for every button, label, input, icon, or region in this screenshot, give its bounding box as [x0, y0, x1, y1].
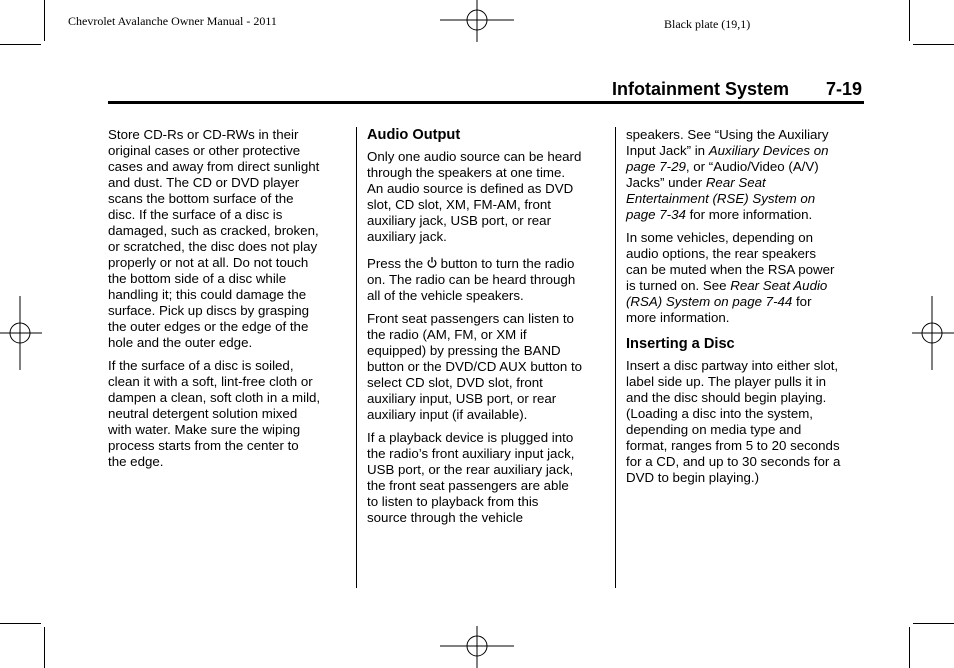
registration-mark-icon: [440, 0, 514, 42]
column-divider: [356, 127, 357, 588]
paragraph: If the surface of a disc is soiled, clean it with a soft, lint-free cloth or dampen a clean, soft cloth in a mild, neutral detergent solution mixed with water. Make sure the wiping process starts from the center to the edge.: [108, 358, 321, 469]
crop-mark: [0, 44, 41, 45]
plate-label: Black plate (19,1): [664, 17, 751, 31]
page-number: 7-19: [826, 79, 863, 99]
crop-mark: [909, 0, 910, 41]
registration-mark-icon: [0, 296, 42, 370]
heading-audio-output: Audio Output: [367, 127, 461, 143]
cross-reference: Auxiliary Devices on: [708, 143, 829, 158]
registration-mark-icon: [912, 296, 954, 370]
paragraph: Press the button to turn the radio on. The radio can be heard through all of the vehicle speakers.: [367, 256, 576, 303]
section-title: Infotainment System: [612, 79, 790, 99]
cross-reference: Rear Seat Audio: [730, 278, 828, 293]
column-2: [367, 127, 603, 533]
crop-mark: [44, 0, 45, 41]
paragraph: In some vehicles, depending on audio options, the rear speakers can be muted when the RSA power is turned on. See Rear Seat Audio (RSA) System on page 7-44 for more information.: [626, 230, 835, 325]
crop-mark: [909, 627, 910, 668]
paragraph: If a playback device is plugged into the radio’s front auxiliary input jack, USB port, or the rear auxiliary jack, the front seat passengers are able to listen to playback from this source through the vehicle: [367, 430, 575, 525]
column-3: [626, 127, 862, 493]
heading-inserting-a-disc: Inserting a Disc: [626, 336, 735, 352]
crop-mark: [913, 44, 954, 45]
cross-reference: Entertainment (RSE) System on: [626, 191, 816, 206]
column-divider: [615, 127, 616, 588]
cross-reference: page 7-29: [626, 159, 686, 174]
paragraph: speakers. See “Using the Auxiliary Input Jack” in Auxiliary Devices on page 7-29, or “Audio/Video (A/V) Jacks” under Rear Seat Entertainment (RSE) System on page 7-34 for more information.: [626, 127, 829, 222]
crop-mark: [913, 623, 954, 624]
paragraph: Insert a disc partway into either slot, label side up. The player pulls it in and the disc should begin playing. (Loading a disc into the system, depending on media type and format, ranges from 5 to 20 seconds for a CD, and up to 30 seconds for a DVD to begin playing.): [626, 358, 841, 485]
title-rule: [108, 101, 864, 104]
section-header: [612, 79, 862, 100]
crop-mark: [0, 623, 41, 624]
power-icon: [427, 256, 437, 269]
crop-mark: [44, 627, 45, 668]
paragraph: Front seat passengers can listen to the radio (AM, FM, or XM if equipped) by pressing the BAND button or the DVD/CD AUX button to select CD slot, DVD slot, front auxiliary input, USB port, or rear auxiliary input (if available).: [367, 311, 583, 422]
cross-reference: (RSA) System on page 7-44: [626, 294, 793, 309]
cross-reference: Rear Seat: [705, 175, 766, 190]
column-1: [108, 127, 344, 477]
cross-reference: page 7-34: [626, 207, 686, 222]
paragraph: Only one audio source can be heard through the speakers at one time. An audio source is defined as DVD slot, CD slot, XM, FM-AM, front auxiliary jack, USB port, or rear auxiliary jack.: [367, 149, 582, 244]
paragraph: Store CD-Rs or CD-RWs in their original cases or other protective cases and away from direct sunlight and dust. The CD or DVD player scans the bottom surface of the disc. If the surface of a disc is damaged, such as cracked, broken, or scratched, the disc does not play properly or not at all. Do not touch the bottom side of a disc while handling it; this could damage the surface. Pick up discs by grasping the outer edges or the edge of the hole and the outer edge.: [108, 127, 320, 350]
manual-title: Chevrolet Avalanche Owner Manual - 2011: [68, 14, 277, 28]
registration-mark-icon: [440, 626, 514, 668]
